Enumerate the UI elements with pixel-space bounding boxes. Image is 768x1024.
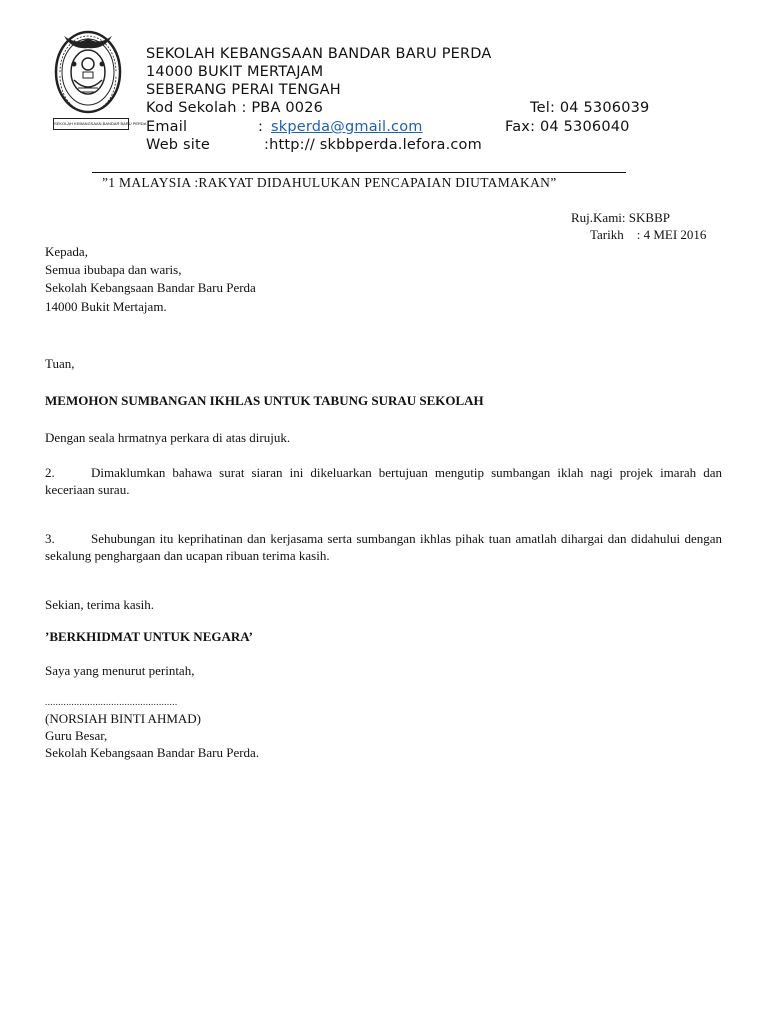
letterhead-divider (92, 172, 626, 173)
paragraph-number: 3. (45, 531, 55, 546)
signatory-name: (NORSIAH BINTI AHMAD) (45, 711, 201, 726)
email-label: Email (146, 119, 188, 135)
paragraph-text: Dimaklumkan bahawa surat siaran ini dikeluarkan bertujuan mengutip sumbangan iklah nagi projek imarah dan keceriaan surau. (45, 465, 722, 497)
website-value: :http:// skbbperda.lefora.com (264, 137, 482, 153)
email-link[interactable]: skperda@gmail.com (271, 119, 423, 135)
recipient-line: 14000 Bukit Mertajam. (45, 299, 167, 314)
sign-off: Saya yang menurut perintah, (45, 663, 195, 678)
closing: Sekian, terima kasih. (45, 597, 155, 612)
recipient-line: Sekolah Kebangsaan Bandar Baru Perda (45, 280, 256, 295)
website-label: Web site (146, 137, 211, 153)
school-crest-icon (50, 24, 128, 132)
salutation: Tuan, (45, 356, 75, 371)
motto: ”1 MALAYSIA :RAKYAT DIDAHULUKAN PENCAPAIAN DIUTAMAKAN” (102, 175, 557, 190)
reference-number: Ruj.Kami: SKBBP (571, 210, 670, 225)
signatory-school: Sekolah Kebangsaan Bandar Baru Perda. (45, 745, 260, 760)
letter-subject: MEMOHON SUMBANGAN IKHLAS UNTUK TABUNG SURAU SEKOLAH (45, 393, 484, 408)
school-code: Kod Sekolah : PBA 0026 (146, 100, 324, 116)
school-tel: Tel: 04 5306039 (530, 100, 650, 116)
school-name: SEKOLAH KEBANGSAAN BANDAR BARU PERDA (146, 46, 492, 62)
paragraph-number: 2. (45, 465, 55, 480)
recipient-line: Kepada, (45, 244, 88, 259)
recipient-line: Semua ibubapa dan waris, (45, 262, 182, 277)
letter-date: Tarikh : 4 MEI 2016 (590, 227, 707, 242)
paragraph-3 (45, 530, 722, 564)
school-district: SEBERANG PERAI TENGAH (146, 82, 341, 98)
logo-caption: SEKOLAH KEBANGSAAN BANDAR BARU PERDA (53, 118, 129, 130)
paragraph-text: Sehubungan itu keprihatinan dan kerjasama serta sumbangan ikhlas pihak tuan amatlah dihargai dan didahului dengan sekalung penghargaan dan ucapan ribuan terima kasih. (45, 531, 722, 563)
signature-line: .................................................. (45, 697, 178, 707)
signatory-title: Guru Besar, (45, 728, 108, 743)
slogan: ’BERKHIDMAT UNTUK NEGARA’ (45, 629, 254, 644)
intro-paragraph: Dengan seala hrmatnya perkara di atas dirujuk. (45, 430, 291, 445)
school-fax: Fax: 04 5306040 (505, 119, 630, 135)
email-separator: : (258, 119, 264, 135)
school-address-city: 14000 BUKIT MERTAJAM (146, 64, 324, 80)
paragraph-2 (45, 464, 722, 498)
